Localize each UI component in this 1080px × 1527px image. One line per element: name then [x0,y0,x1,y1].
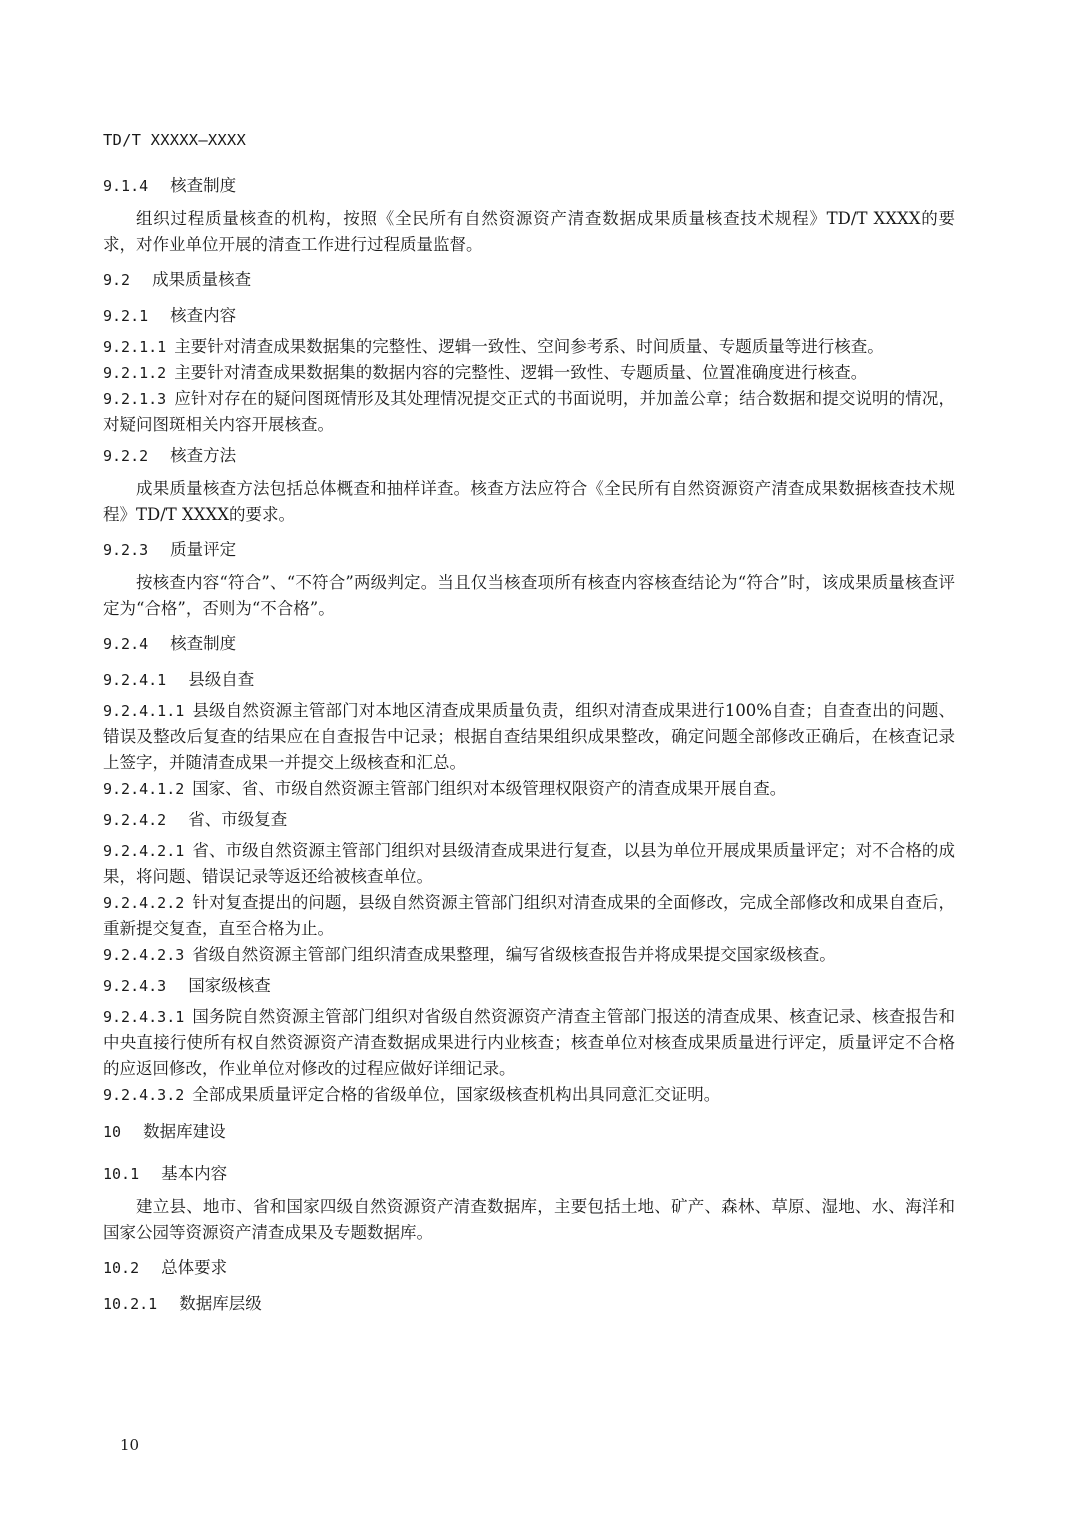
item-number: 9.2.4.2.1 [103,842,185,860]
heading-title: 核查内容 [170,306,237,325]
list-item [103,360,955,386]
item-text: 全部成果质量评定合格的省级单位，国家级核查机构出具同意汇交证明。 [192,1085,721,1104]
item-number: 9.2.1.1 [103,338,167,356]
heading-title: 核查方法 [170,446,237,465]
list-item [103,890,955,942]
heading-title: 总体要求 [161,1258,228,1277]
list-item [103,334,955,360]
heading-number: 9.2.1 [103,307,149,325]
heading-title: 国家级核查 [188,976,271,995]
list-item [103,1082,955,1108]
heading-number: 10.2 [103,1259,140,1277]
page-number: 10 [120,1436,140,1454]
heading-9-2-1 [103,298,955,334]
heading-9-2 [103,262,955,298]
page-content [103,168,955,1322]
list-item [103,698,955,776]
item-number: 9.2.1.2 [103,364,167,382]
heading-number: 9.2.4.3 [103,977,167,995]
standard-code: TD/T XXXXX—XXXX [103,131,246,149]
item-text: 国家、省、市级自然资源主管部门组织对本级管理权限资产的清查成果开展自查。 [192,779,787,798]
item-number: 9.2.4.3.1 [103,1008,185,1026]
heading-number: 9.2.3 [103,541,149,559]
heading-number: 9.2.4.2 [103,811,167,829]
heading-9-2-3 [103,532,955,568]
item-number: 9.2.4.2.3 [103,946,185,964]
heading-9-2-4-2 [103,802,955,838]
item-text: 主要针对清查成果数据集的数据内容的完整性、逻辑一致性、专题质量、位置准确度进行核查。 [174,363,868,382]
heading-title: 核查制度 [170,634,237,653]
heading-number: 9.2.4 [103,635,149,653]
heading-9-2-4 [103,626,955,662]
item-text: 应针对存在的疑问图斑情形及其处理情况提交正式的书面说明，并加盖公章；结合数据和提交说明的情况，对疑问图斑相关内容开展核查。 [103,389,955,434]
list-item [103,838,955,890]
item-number: 9.2.4.1.1 [103,702,185,720]
item-text: 国务院自然资源主管部门组织对省级自然资源资产清查主管部门报送的清查成果、核查记录、核查报告和中央直接行使所有权自然资源资产清查数据成果进行内业核查；核查单位对核查成果质量进行评定，质量评定不合格的应返回修改，作业单位对修改的过程应做好详细记录。 [103,1007,955,1078]
item-text: 省级自然资源主管部门组织清查成果整理，编写省级核查报告并将成果提交国家级核查。 [192,945,836,964]
heading-9-1-4 [103,168,955,204]
heading-10 [103,1114,955,1150]
heading-10-2-1 [103,1286,955,1322]
paragraph-9-2-3: 按核查内容“符合”、“不符合”两级判定。当且仅当核查项所有核查内容核查结论为“符合”时，该成果质量核查评定为“合格”，否则为“不合格”。 [103,573,955,618]
heading-number: 10 [103,1123,122,1141]
heading-title: 县级自查 [188,670,255,689]
paragraph-9-1-4: 组织过程质量核查的机构，按照《全民所有自然资源资产清查数据成果质量核查技术规程》TD/T XXXX的要求，对作业单位开展的清查工作进行过程质量监督。 [103,209,955,254]
item-text: 针对复查提出的问题，县级自然资源主管部门组织对清查成果的全面修改，完成全部修改和成果自查后，重新提交复查，直至合格为止。 [103,893,955,938]
heading-title: 成果质量核查 [152,270,252,289]
heading-number: 9.2 [103,271,131,289]
heading-number: 10.2.1 [103,1295,158,1313]
heading-title: 质量评定 [170,540,237,559]
paragraph-10-1: 建立县、地市、省和国家四级自然资源资产清查数据库，主要包括土地、矿产、森林、草原、湿地、水、海洋和国家公园等资源资产清查成果及专题数据库。 [103,1197,955,1242]
item-number: 9.2.4.1.2 [103,780,185,798]
heading-title: 基本内容 [161,1164,228,1183]
item-text: 省、市级自然资源主管部门组织对县级清查成果进行复查，以县为单位开展成果质量评定；对不合格的成果，将问题、错误记录等返还给被核查单位。 [103,841,955,886]
heading-10-2 [103,1250,955,1286]
item-text: 县级自然资源主管部门对本地区清查成果质量负责，组织对清查成果进行100%自查；自查查出的问题、错误及整改后复查的结果应在自查报告中记录；根据自查结果组织成果整改，确定问题全部修改正确后，在核查记录上签字，并随清查成果一并提交上级核查和汇总。 [103,701,955,772]
item-number: 9.2.4.3.2 [103,1086,185,1104]
heading-number: 9.1.4 [103,177,149,195]
heading-number: 9.2.4.1 [103,671,167,689]
heading-title: 数据库层级 [179,1294,262,1313]
heading-9-2-4-3 [103,968,955,1004]
list-item [103,1004,955,1082]
item-number: 9.2.1.3 [103,390,167,408]
list-item [103,776,955,802]
heading-number: 9.2.2 [103,447,149,465]
heading-9-2-4-1 [103,662,955,698]
heading-number: 10.1 [103,1165,140,1183]
heading-10-1 [103,1156,955,1192]
list-item [103,942,955,968]
heading-title: 数据库建设 [143,1122,226,1141]
heading-title: 省、市级复查 [188,810,288,829]
item-number: 9.2.4.2.2 [103,894,185,912]
item-text: 主要针对清查成果数据集的完整性、逻辑一致性、空间参考系、时间质量、专题质量等进行核查。 [174,337,884,356]
paragraph-9-2-2: 成果质量核查方法包括总体概查和抽样详查。核查方法应符合《全民所有自然资源资产清查成果数据核查技术规程》TD/T XXXX的要求。 [103,479,955,524]
heading-title: 核查制度 [170,176,237,195]
heading-9-2-2 [103,438,955,474]
list-item [103,386,955,438]
